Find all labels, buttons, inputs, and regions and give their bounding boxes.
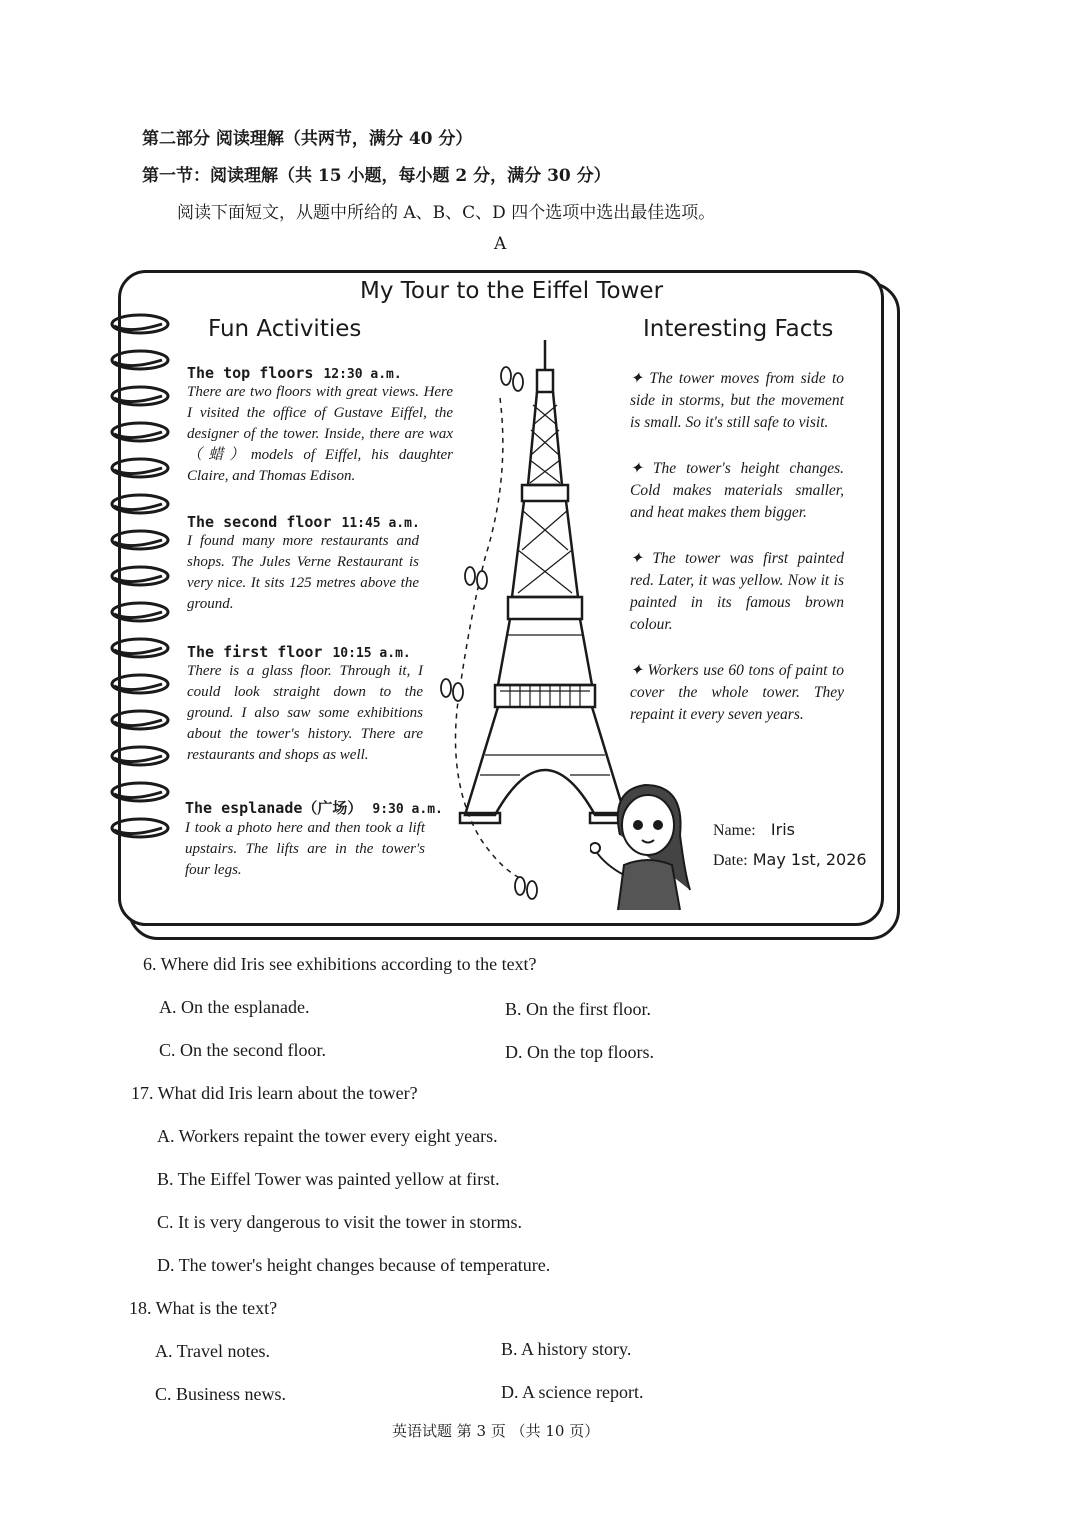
option-d: D. A science report.: [501, 1382, 644, 1402]
activity-text: There are two floors with great views. Here I visited the office of Gustave Eiffel, the designer of the tower. Inside, there are wax（蜡）models of Eiffel, his daughter Claire, and Thomas Edison.: [187, 384, 453, 484]
fact-item: ✦ The tower was first painted red. Later, it was yellow. Now it is painted in its famous brown colour.: [630, 550, 844, 633]
activity-text: There is a glass floor. Through it, I could look straight down to the ground. I also saw some exhibitions about the tower's history. There are restaurants and shops as well.: [187, 663, 423, 763]
option-c: C. On the second floor.: [159, 1040, 326, 1060]
activity-first-floor: [187, 643, 423, 766]
option-d: D. On the top floors.: [505, 1042, 654, 1062]
name-value: Iris: [770, 820, 795, 839]
option-c: C. Business news.: [155, 1384, 287, 1404]
interesting-facts-heading: Interesting Facts: [643, 316, 834, 342]
page-footer: 英语试题 第 3 页 （共 10 页）: [392, 1422, 600, 1440]
activity-heading: The esplanade（广场） 9:30 a.m.: [185, 799, 443, 817]
section-heading: 第一节：阅读理解（共 15 小题，每小题 2 分，满分 30 分）: [142, 166, 611, 186]
instruction-text: 阅读下面短文，从题中所给的 A、B、C、D 四个选项中选出最佳选项。: [177, 203, 716, 223]
date-line: Date: May 1st, 2026: [713, 850, 867, 869]
notebook-title: My Tour to the Eiffel Tower: [360, 278, 664, 304]
fact-item: ✦ The tower's height changes. Cold makes materials smaller, and heat makes them bigger.: [630, 460, 844, 521]
footprints-path-icon: [440, 358, 560, 908]
activity-text: I took a photo here and then took a lift upstairs. The lifts are in the tower's four legs.: [185, 820, 425, 878]
date-value: May 1st, 2026: [752, 850, 867, 869]
option-d: D. The tower's height changes because of temperature.: [157, 1255, 551, 1275]
fact-item: ✦ Workers use 60 tons of paint to cover the whole tower. They repaint it every seven years.: [630, 662, 844, 723]
question-stem: 17. What did Iris learn about the tower?: [131, 1083, 418, 1103]
activity-top-floors: [187, 364, 453, 487]
activity-esplanade: [185, 797, 443, 881]
passage-letter: A: [494, 234, 507, 254]
option-b: B. The Eiffel Tower was painted yellow at first.: [157, 1169, 500, 1189]
activity-heading: The top floors 12:30 a.m.: [187, 364, 402, 382]
activity-heading: The second floor 11:45 a.m.: [187, 513, 420, 531]
girl-illustration-icon: [590, 780, 700, 915]
option-b: B. A history story.: [501, 1339, 632, 1359]
option-c: C. It is very dangerous to visit the tower in storms.: [157, 1212, 522, 1232]
activity-text: I found many more restaurants and shops. The Jules Verne Restaurant is very nice. It sits 125 metres above the ground.: [187, 533, 419, 612]
question-stem: 18. What is the text?: [129, 1298, 278, 1318]
option-a: A. Workers repaint the tower every eight years.: [157, 1126, 498, 1146]
activity-second-floor: [187, 513, 419, 615]
question-stem: 6. Where did Iris see exhibitions according to the text?: [143, 954, 537, 974]
part-heading: 第二部分 阅读理解（共两节，满分 40 分）: [142, 129, 473, 149]
option-a: A. On the esplanade.: [159, 997, 310, 1017]
option-a: A. Travel notes.: [155, 1341, 271, 1361]
spiral-binding-icon: [100, 312, 180, 872]
fun-activities-heading: Fun Activities: [208, 316, 362, 342]
fact-item: ✦ The tower moves from side to side in storms, but the movement is small. So it's still safe to visit.: [630, 370, 844, 431]
name-line: Name: Iris: [713, 820, 795, 839]
option-b: B. On the first floor.: [505, 999, 651, 1019]
activity-heading: The first floor 10:15 a.m.: [187, 643, 411, 661]
